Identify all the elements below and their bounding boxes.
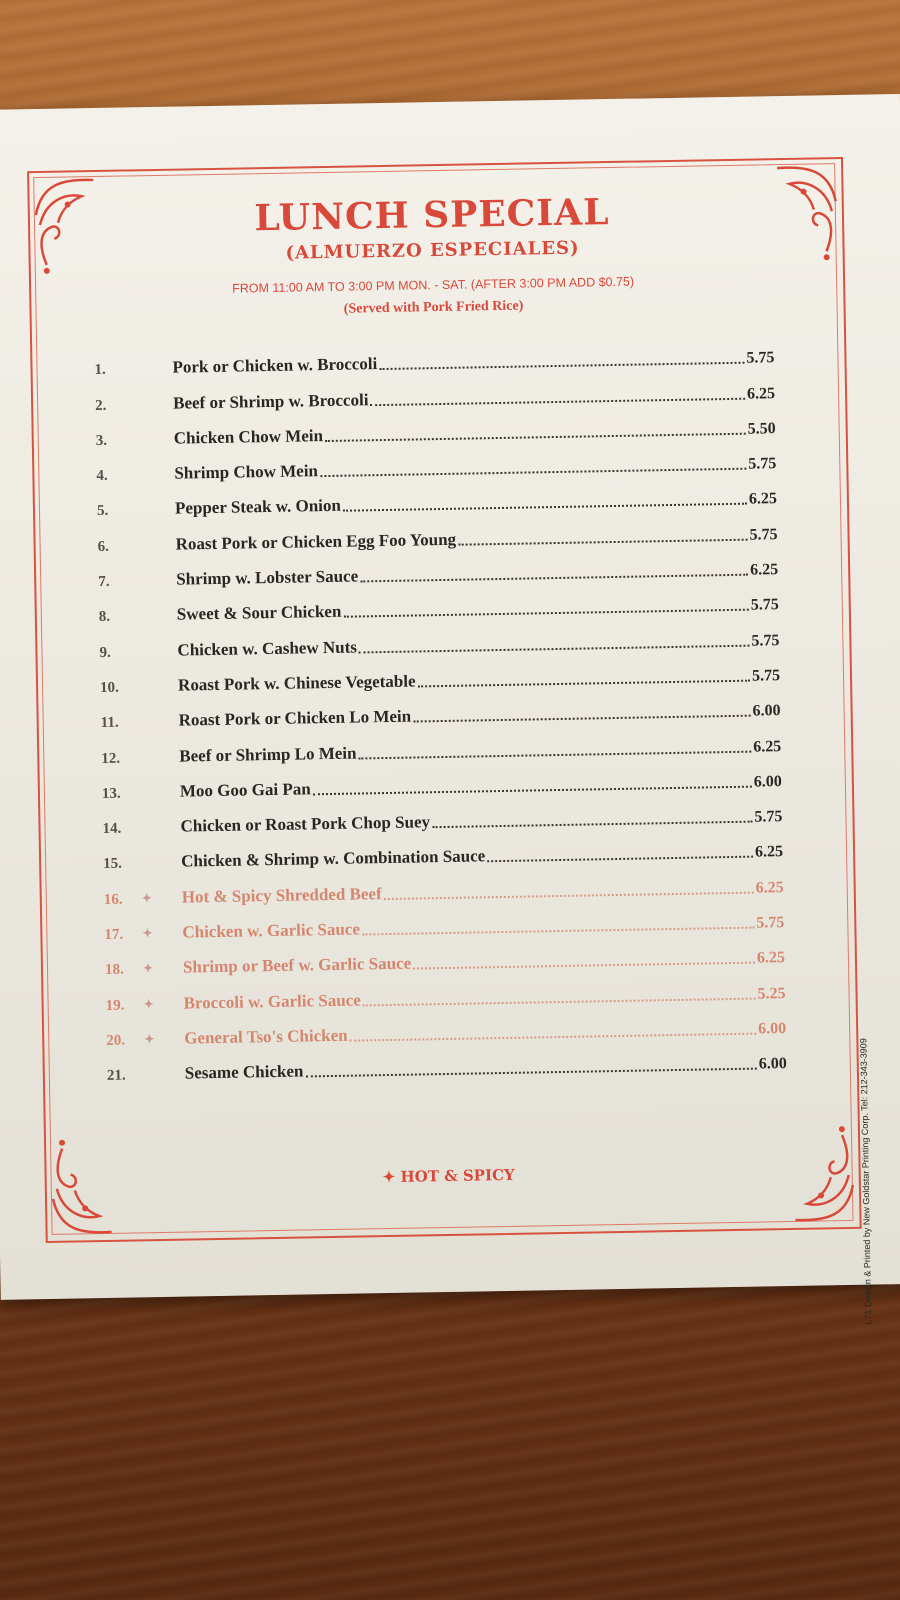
- item-name: Shrimp Chow Mein: [174, 461, 319, 483]
- item-number: 19.: [105, 997, 125, 1014]
- dot-leader: [325, 433, 746, 442]
- dot-leader: [384, 891, 754, 899]
- hours-note: FROM 11:00 AM TO 3:00 PM MON. - SAT. (AFTER 3:00 PM ADD $0.75): [232, 274, 635, 296]
- item-price: 5.75: [748, 455, 777, 473]
- item-number: 2.: [95, 397, 107, 414]
- item-price: 6.25: [756, 949, 786, 967]
- dot-leader: [362, 927, 754, 936]
- dot-leader: [343, 609, 748, 618]
- item-price: 6.00: [758, 1055, 787, 1073]
- item-price: 6.00: [758, 1020, 787, 1038]
- item-number: 1.: [94, 362, 106, 379]
- pepper-icon: ✦: [141, 890, 152, 906]
- item-price: 5.75: [746, 349, 775, 367]
- item-number: 17.: [104, 926, 124, 943]
- pepper-icon: ✦: [382, 1167, 396, 1187]
- dot-leader: [371, 397, 746, 406]
- item-number: 9.: [99, 644, 111, 661]
- item-price: 5.75: [750, 596, 779, 614]
- pepper-icon: ✦: [144, 1032, 155, 1047]
- item-price: 6.25: [754, 843, 784, 862]
- item-number: 20.: [106, 1032, 126, 1049]
- menu-list: [94, 336, 787, 1089]
- item-price: 6.00: [752, 702, 781, 720]
- served-with-note: (Served with Pork Fried Rice): [343, 298, 524, 317]
- item-name: Sesame Chicken: [184, 1061, 304, 1083]
- item-number: 6.: [97, 538, 110, 555]
- item-number: 4.: [96, 468, 108, 485]
- item-name: Chicken w. Cashew Nuts: [177, 637, 358, 660]
- legend-label: HOT & SPICY: [400, 1165, 515, 1186]
- item-number: 3.: [95, 432, 108, 449]
- item-price: 5.50: [747, 420, 776, 438]
- item-name: Beef or Shrimp Lo Mein: [179, 743, 357, 766]
- item-price: 5.75: [751, 667, 781, 685]
- item-number: 18.: [104, 961, 124, 979]
- item-name: Chicken & Shrimp w. Combination Sauce: [180, 846, 486, 872]
- dot-leader: [313, 785, 752, 795]
- item-name: Roast Pork w. Chinese Vegetable: [177, 671, 416, 695]
- dot-leader: [413, 715, 750, 723]
- item-price: 5.75: [749, 525, 778, 544]
- item-number: 10.: [99, 679, 119, 696]
- dot-leader: [458, 538, 747, 545]
- pepper-icon: ✦: [143, 996, 154, 1011]
- dot-leader: [359, 750, 752, 759]
- item-name: Chicken w. Garlic Sauce: [182, 919, 361, 942]
- dot-leader: [379, 362, 744, 370]
- menu-title: LUNCH SPECIAL: [254, 191, 610, 240]
- item-name: Shrimp w. Lobster Sauce: [176, 566, 359, 589]
- pepper-icon: ✦: [142, 961, 154, 976]
- item-price: 6.25: [750, 561, 779, 579]
- item-name: Sweet & Sour Chicken: [176, 602, 342, 625]
- item-price: 6.25: [755, 878, 784, 897]
- item-name: Chicken or Roast Pork Chop Suey: [180, 812, 431, 836]
- item-price: 5.25: [757, 984, 786, 1003]
- item-number: 21.: [106, 1067, 126, 1085]
- dot-leader: [320, 468, 746, 477]
- item-name: Moo Goo Gai Pan: [179, 779, 311, 801]
- item-name: Pork or Chicken w. Broccoli: [172, 354, 378, 377]
- menu-page: [0, 94, 900, 1325]
- item-name: General Tso's Chicken: [184, 1025, 348, 1048]
- dot-leader: [418, 680, 750, 688]
- item-name: Roast Pork or Chicken Lo Mein: [178, 706, 412, 730]
- dot-leader: [413, 962, 755, 970]
- dot-leader: [350, 1033, 757, 1042]
- printer-credit: L71 Design & Printed by New Goldstar Printing Corp. Tel: 212-343-3909: [858, 1038, 874, 1325]
- dot-leader: [360, 574, 748, 583]
- item-number: 5.: [96, 503, 109, 520]
- item-number: 7.: [98, 573, 110, 591]
- item-price: 6.00: [753, 772, 782, 791]
- item-number: 13.: [101, 785, 121, 802]
- dot-leader: [363, 997, 756, 1006]
- item-number: 8.: [98, 609, 111, 626]
- item-number: 12.: [101, 750, 121, 767]
- item-name: Shrimp or Beef w. Garlic Sauce: [182, 953, 412, 977]
- dot-leader: [305, 1068, 756, 1078]
- dot-leader: [359, 644, 749, 653]
- item-name: Beef or Shrimp w. Broccoli: [172, 389, 369, 413]
- item-number: 15.: [103, 856, 123, 873]
- item-price: 5.75: [756, 914, 785, 932]
- item-name: Chicken Chow Mein: [173, 425, 324, 448]
- dot-leader: [432, 821, 752, 829]
- item-price: 6.25: [748, 490, 778, 509]
- item-price: 6.25: [753, 737, 782, 756]
- item-name: Broccoli w. Garlic Sauce: [183, 990, 361, 1013]
- item-number: 14.: [102, 820, 122, 838]
- item-price: 5.75: [751, 631, 780, 650]
- item-number: 16.: [103, 891, 123, 908]
- dot-leader: [343, 503, 747, 512]
- item-price: 6.25: [746, 384, 776, 403]
- menu-subtitle: (ALMUERZO ESPECIALES): [285, 237, 580, 264]
- dot-leader: [487, 856, 753, 863]
- item-name: Hot & Spicy Shredded Beef: [181, 883, 382, 907]
- pepper-icon: ✦: [142, 926, 153, 941]
- item-number: 11.: [100, 714, 119, 732]
- item-name: Pepper Steak w. Onion: [174, 496, 342, 519]
- item-price: 5.75: [754, 808, 783, 826]
- item-name: Roast Pork or Chicken Egg Foo Young: [175, 529, 457, 554]
